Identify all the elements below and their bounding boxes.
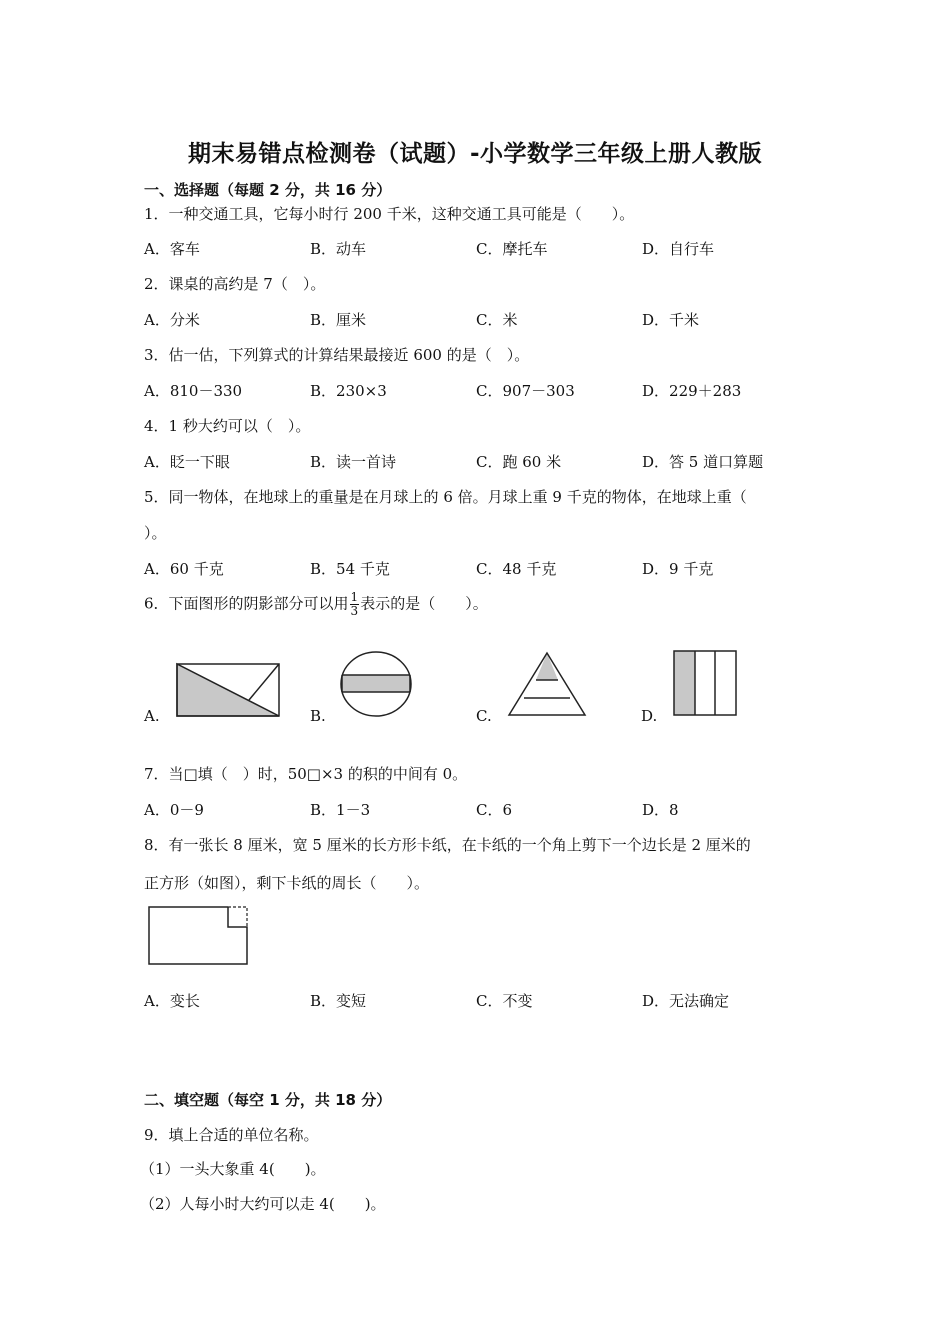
figure-label-c: C.: [476, 707, 492, 725]
option-d: D．无法确定: [642, 992, 730, 1010]
option-b: B．54 千克: [310, 560, 390, 578]
question-5-options: [144, 558, 824, 580]
question-5-text-line1: 5．同一物体，在地球上的重量是在月球上的 6 倍。月球上重 9 千克的物体，在地球上重（: [144, 488, 747, 506]
figure-card-outline: [149, 907, 247, 964]
figure-a-shaded-triangle: [177, 664, 279, 716]
figure-d-shaded-column: [674, 651, 695, 715]
option-c: C．6: [476, 801, 513, 819]
figure-cut-square-dashed: [228, 907, 247, 927]
question-9-sub-2: （2）人每小时大约可以走 4( )。: [140, 1195, 386, 1213]
option-b: B．230×3: [310, 382, 387, 400]
option-c: C．米: [476, 311, 518, 329]
figure-a-diagonal: [249, 664, 279, 700]
page-title: 期末易错点检测卷（试题）-小学数学三年级上册人教版: [187, 141, 763, 167]
figure-b-shaded-band: [339, 675, 415, 692]
option-a: A．眨一下眼: [144, 453, 230, 471]
fraction-denominator: 3: [350, 604, 359, 618]
question-8-text-line1: 8．有一张长 8 厘米，宽 5 厘米的长方形卡纸，在卡纸的一个角上剪下一个边长是 2 厘米的: [144, 836, 751, 854]
question-6-text: [144, 591, 488, 618]
question-8-text-line2: 正方形（如图），剩下卡纸的周长（ ）。: [144, 874, 430, 892]
figure-c-triangle-strips: [507, 651, 587, 718]
option-d: D．9 千克: [642, 560, 714, 578]
question-5-text-line2: ）。: [144, 524, 167, 542]
section-heading-choice: 一、选择题（每题 2 分，共 16 分）: [144, 181, 392, 199]
option-b: B．厘米: [310, 311, 367, 329]
question-7-options: [144, 799, 824, 821]
figure-label-d: D.: [641, 707, 658, 725]
option-d: D．自行车: [642, 240, 715, 258]
question-9-sub-1: （1）一头大象重 4( )。: [140, 1160, 326, 1178]
section-heading-fill: 二、填空题（每空 1 分，共 18 分）: [144, 1091, 392, 1109]
fraction-numerator: 1: [350, 590, 359, 604]
figure-d-three-columns: [672, 649, 739, 718]
option-c: C．摩托车: [476, 240, 548, 258]
question-3-text: 3．估一估，下列算式的计算结果最接近 600 的是（ ）。: [144, 346, 530, 364]
option-d: D．千米: [642, 311, 700, 329]
option-b: B．1－3: [310, 801, 371, 819]
fraction-one-third: [350, 591, 360, 618]
option-d: D．8: [642, 801, 679, 819]
question-4-options: [144, 451, 824, 473]
option-b: B．变短: [310, 992, 367, 1010]
figure-label-b: B.: [310, 707, 326, 725]
option-b: B．读一首诗: [310, 453, 397, 471]
option-d: D．答 5 道口算题: [642, 453, 764, 471]
question-2-options: [144, 309, 824, 331]
question-1-options: [144, 238, 824, 260]
option-c: C．48 千克: [476, 560, 557, 578]
figure-label-a: A.: [144, 707, 160, 725]
question-9-text: 9．填上合适的单位名称。: [144, 1126, 319, 1144]
option-a: A．客车: [144, 240, 200, 258]
option-a: A．60 千克: [144, 560, 224, 578]
option-a: A．变长: [144, 992, 200, 1010]
figure-b-circle-band: [339, 649, 415, 719]
question-8-options: [144, 990, 824, 1012]
option-d: D．229＋283: [642, 382, 742, 400]
question-2-text: 2．课桌的高约是 7（ ）。: [144, 275, 326, 293]
question-1-text: 1．一种交通工具，它每小时行 200 千米，这种交通工具可能是（ ）。: [144, 205, 635, 223]
question-3-options: [144, 380, 824, 402]
figure-cut-card: [147, 905, 250, 967]
question-7-text: 7．当□填（ ）时，50□×3 的积的中间有 0。: [144, 765, 468, 783]
option-c: C．跑 60 米: [476, 453, 562, 471]
option-c: C．不变: [476, 992, 533, 1010]
option-a: A．分米: [144, 311, 200, 329]
option-c: C．907－303: [476, 382, 575, 400]
question-6-text-before: 6．下面图形的阴影部分可以用: [144, 594, 349, 613]
option-a: A．810－330: [144, 382, 243, 400]
option-a: A．0－9: [144, 801, 204, 819]
figure-a-rectangle-triangle: [175, 662, 281, 718]
question-6-text-after: 表示的是（ ）。: [360, 594, 488, 613]
question-4-text: 4．1 秒大约可以（ ）。: [144, 417, 311, 435]
option-b: B．动车: [310, 240, 367, 258]
